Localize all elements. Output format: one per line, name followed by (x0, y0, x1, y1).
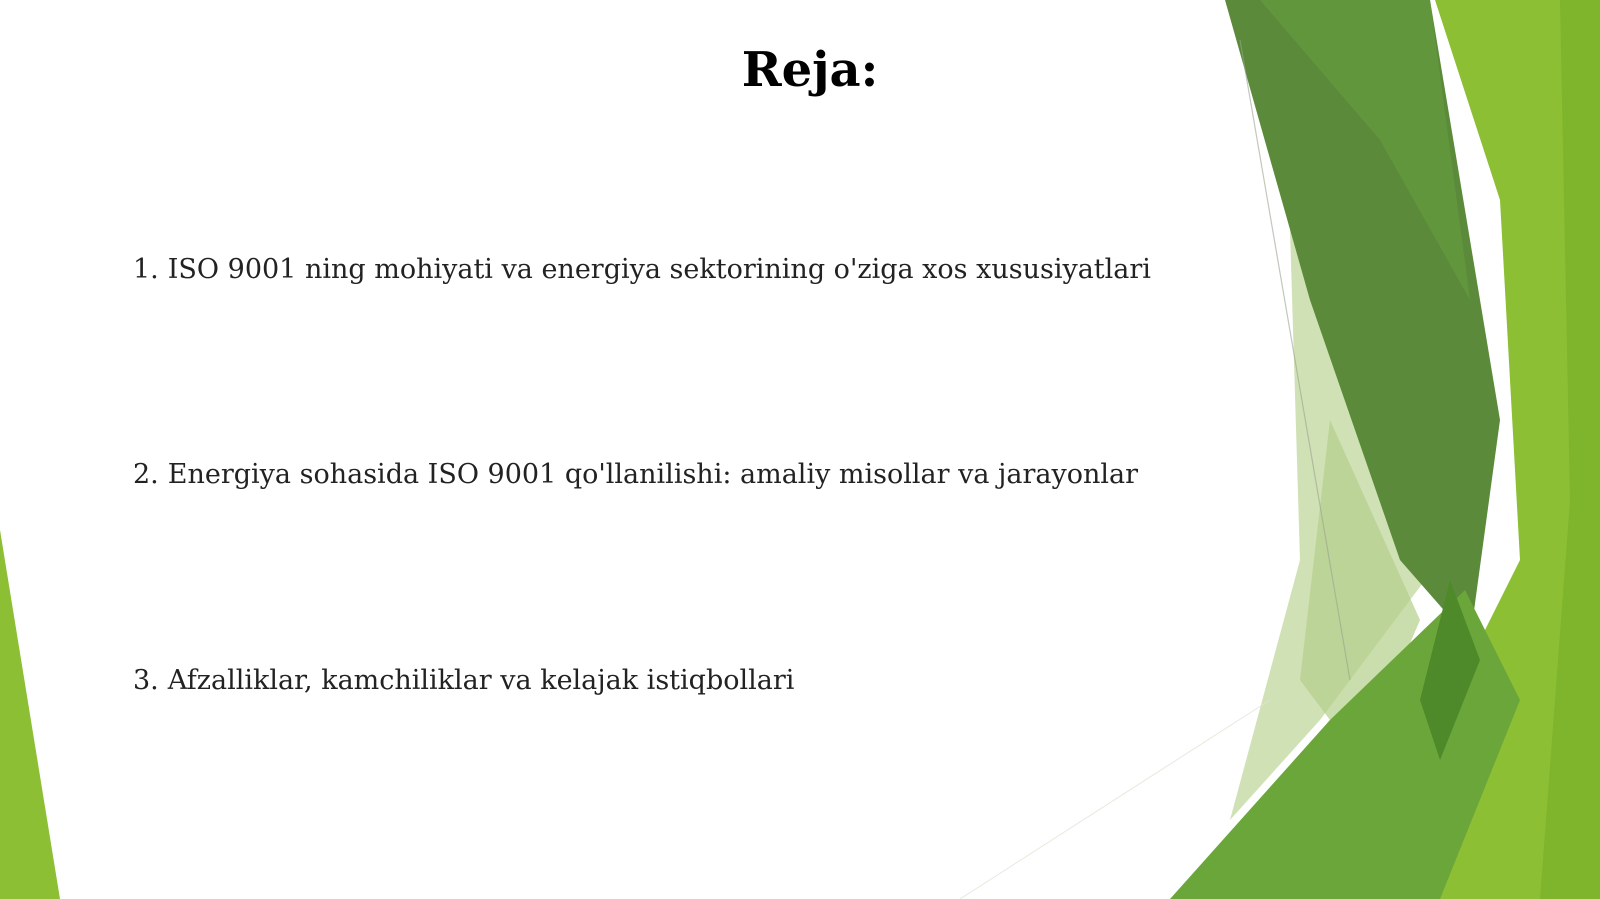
left-green-facet (0, 530, 60, 899)
plan-item-text: ISO 9001 ning mohiyati va energiya sektorining o'ziga xos xususiyatlari (167, 254, 1151, 285)
plan-item-text: Afzalliklar, kamchiliklar va kelajak istiqbollari (167, 665, 795, 696)
plan-item-number: 2. (133, 459, 159, 490)
plan-item-number: 1. (133, 254, 159, 285)
slide-title: Reja: (741, 42, 879, 98)
plan-item-text: Energiya sohasida ISO 9001 qo'llanilishi: amaliy misollar va jarayonlar (167, 459, 1139, 490)
plan-item-1 (133, 252, 1151, 288)
plan-item-3 (133, 663, 794, 699)
plan-item-2 (133, 457, 1138, 493)
plan-item-number: 3. (133, 665, 159, 696)
